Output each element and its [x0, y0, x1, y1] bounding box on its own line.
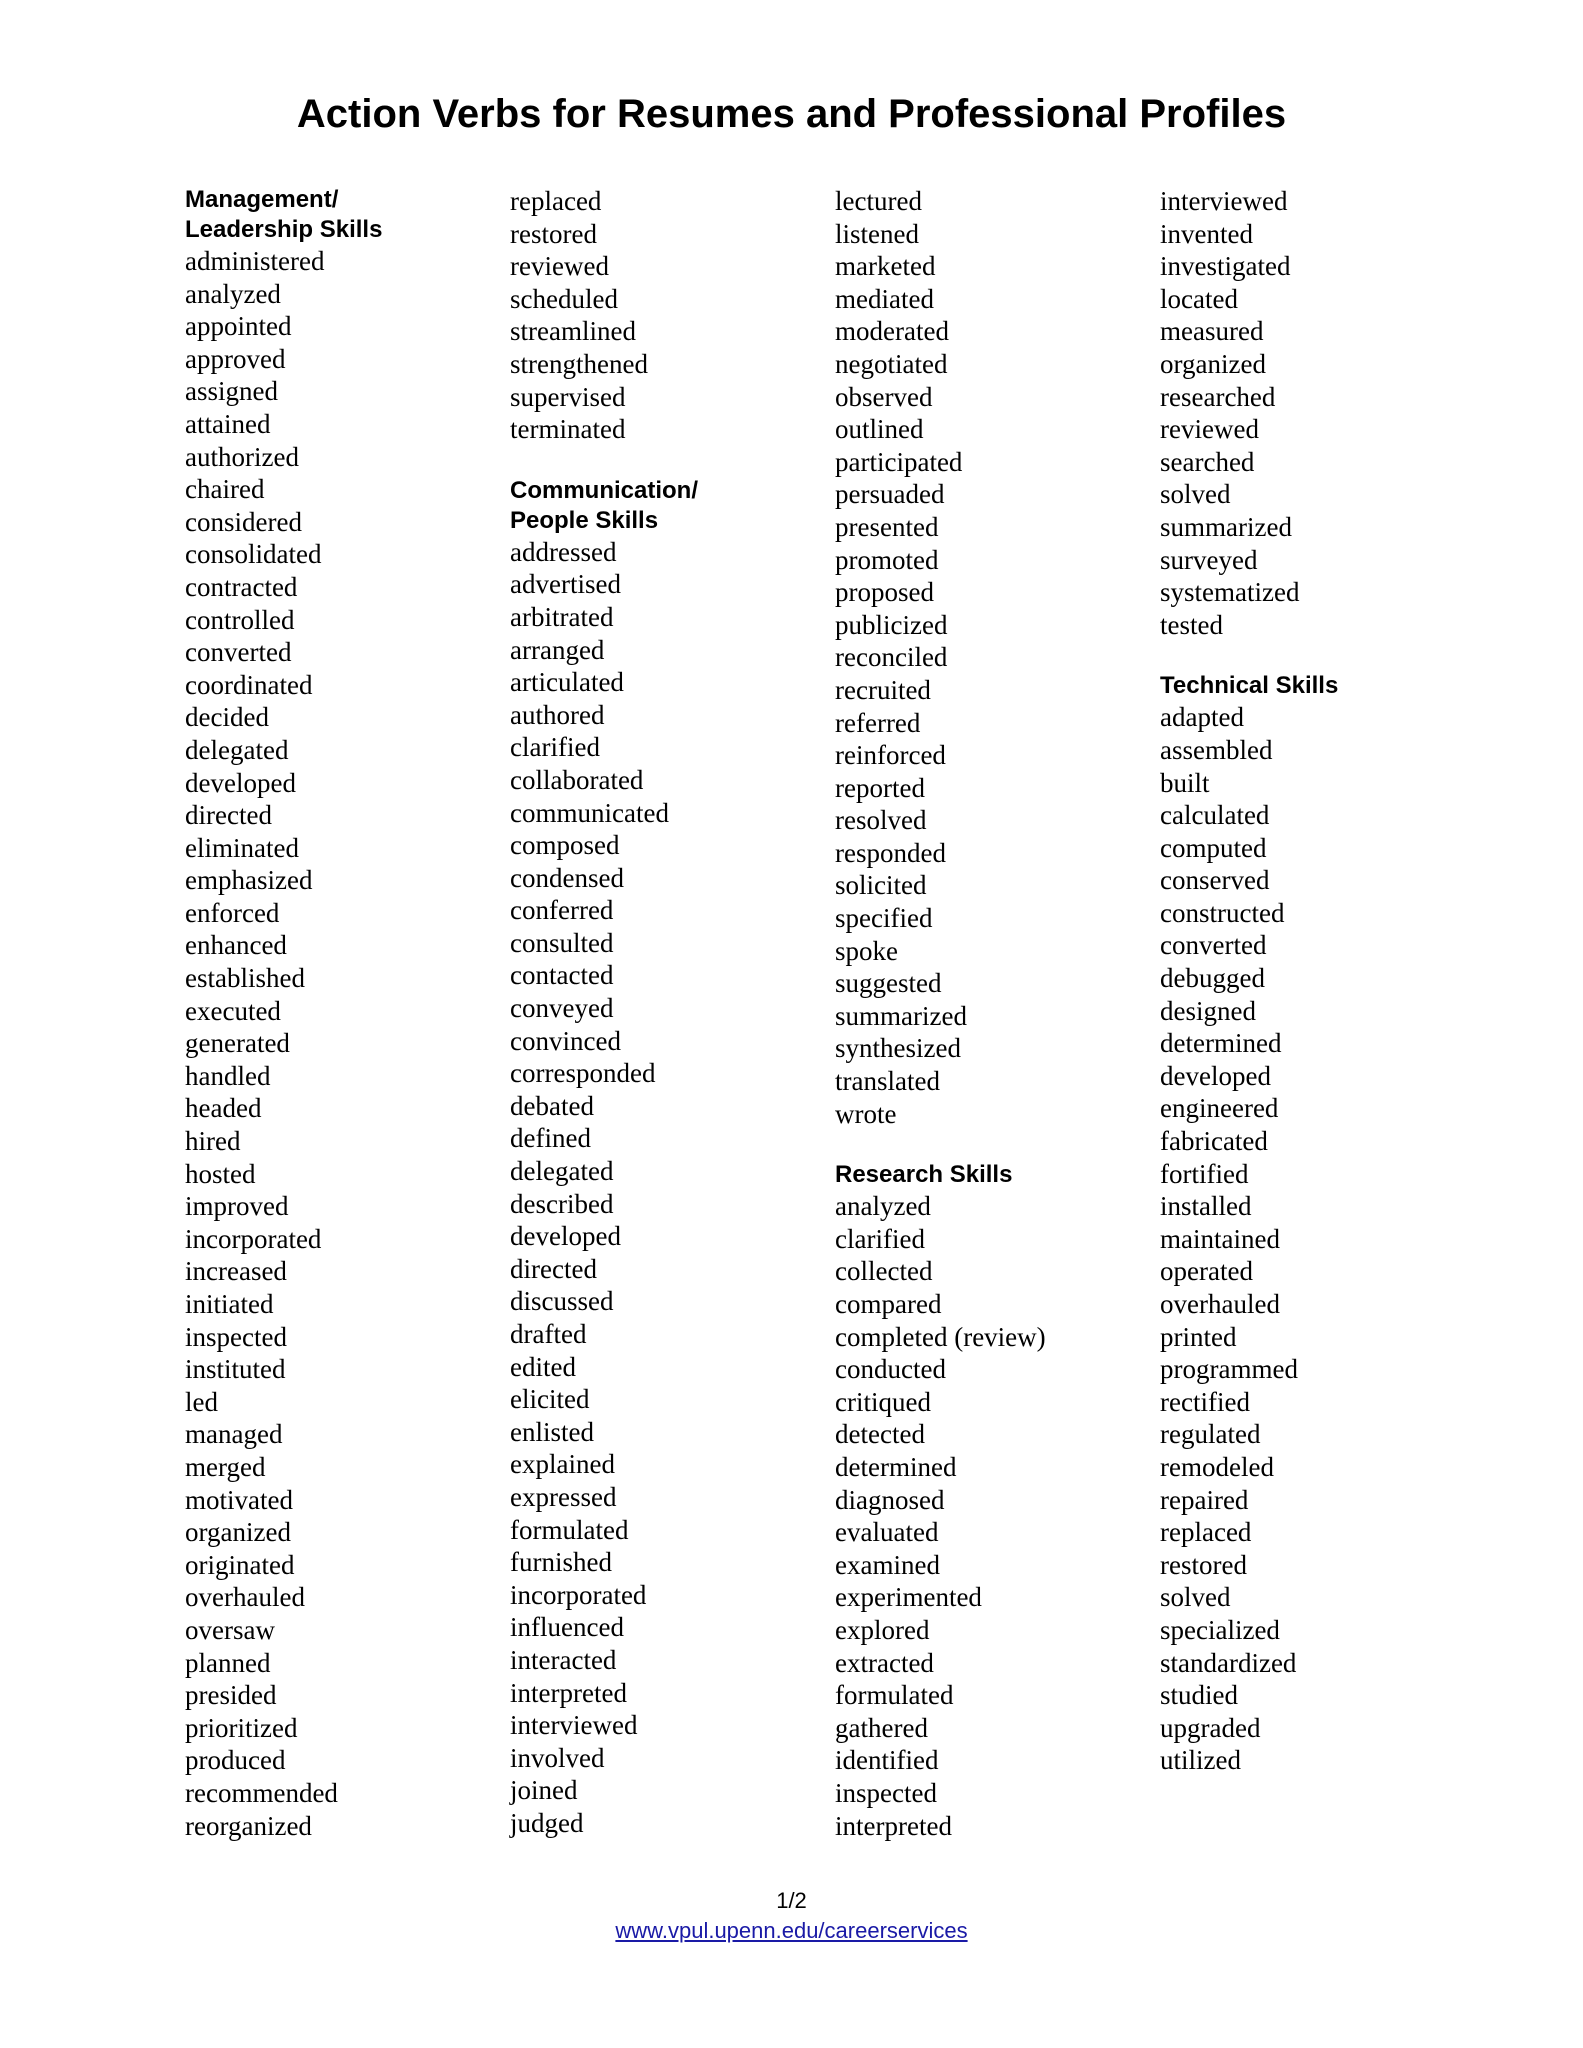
- verb-item: delegated: [510, 1156, 614, 1187]
- verb-item: debated: [510, 1090, 594, 1121]
- verb-item: interacted: [510, 1644, 617, 1675]
- verb-item: determined: [835, 1451, 957, 1482]
- verb-item: strengthened: [510, 348, 648, 379]
- verb-item: tested: [1160, 609, 1223, 640]
- verb-item: expressed: [510, 1481, 617, 1512]
- verb-item: terminated: [510, 414, 626, 445]
- verb-item: oversaw: [185, 1614, 275, 1645]
- verb-item: restored: [1160, 1549, 1247, 1580]
- verb-item: consulted: [510, 927, 614, 958]
- verb-item: furnished: [510, 1547, 612, 1578]
- verb-item: formulated: [510, 1514, 629, 1545]
- verb-item: converted: [185, 637, 292, 668]
- verb-item: decided: [185, 702, 269, 733]
- verb-item: advertised: [510, 569, 621, 600]
- verb-item: summarized: [835, 1000, 967, 1031]
- verb-item: communicated: [510, 797, 669, 828]
- verb-item: drafted: [510, 1319, 587, 1349]
- verb-item: constructed: [1160, 897, 1285, 928]
- verb-item: assembled: [1160, 734, 1273, 765]
- research-verb-list: [835, 1190, 1046, 1842]
- verb-item: debugged: [1160, 963, 1265, 994]
- column-2: [510, 185, 698, 1840]
- verb-item: controlled: [185, 604, 295, 635]
- verb-item: regulated: [1160, 1419, 1261, 1450]
- verb-item: referred: [835, 707, 921, 738]
- verb-item: involved: [510, 1742, 605, 1773]
- verb-item: generated: [185, 1028, 290, 1059]
- verb-item: responded: [835, 837, 946, 868]
- verb-item: built: [1160, 767, 1210, 798]
- verb-item: critiqued: [835, 1386, 931, 1417]
- verb-item: corresponded: [510, 1058, 656, 1089]
- verb-item: summarized: [1160, 511, 1292, 542]
- verb-item: reviewed: [510, 251, 609, 282]
- verb-item: compared: [835, 1289, 942, 1319]
- verb-item: delegated: [185, 734, 289, 765]
- verb-item: installed: [1160, 1191, 1252, 1222]
- verb-item: reviewed: [1160, 414, 1259, 445]
- verb-item: administered: [185, 246, 325, 276]
- verb-item: studied: [1160, 1680, 1238, 1711]
- verb-item: improved: [185, 1191, 289, 1222]
- verb-item: contracted: [185, 571, 298, 602]
- verb-item: synthesized: [835, 1033, 961, 1064]
- verb-item: systematized: [1160, 577, 1300, 608]
- verb-item: remodeled: [1160, 1451, 1274, 1482]
- verb-item: upgraded: [1160, 1712, 1261, 1743]
- management-verb-list: [185, 245, 382, 1842]
- management-heading-line1: Management/: [185, 186, 339, 213]
- verb-item: arbitrated: [510, 601, 614, 632]
- verb-item: contacted: [510, 960, 614, 991]
- management-heading-line2: Leadership Skills: [185, 216, 383, 243]
- verb-item: organized: [1160, 348, 1266, 379]
- verb-item: headed: [185, 1093, 262, 1124]
- verb-item: fortified: [1160, 1158, 1249, 1189]
- verb-item: negotiated: [835, 348, 948, 379]
- verb-item: converted: [1160, 930, 1267, 961]
- verb-item: developed: [510, 1221, 621, 1252]
- verb-item: influenced: [510, 1612, 624, 1643]
- communication-verb-list-continued: [835, 185, 1046, 1130]
- verb-item: conveyed: [510, 993, 614, 1024]
- verb-item: solicited: [835, 870, 927, 901]
- verb-item: presided: [185, 1680, 277, 1711]
- verb-item: rectified: [1160, 1386, 1250, 1417]
- verb-item: reorganized: [185, 1810, 312, 1841]
- verb-item: produced: [185, 1745, 286, 1776]
- verb-item: authorized: [185, 441, 299, 472]
- verb-item: invented: [1160, 218, 1253, 249]
- communication-heading-line1: Communication/: [510, 476, 699, 504]
- verb-item: led: [185, 1386, 218, 1417]
- verb-item: measured: [1160, 316, 1264, 347]
- verb-item: interviewed: [1160, 186, 1288, 216]
- verb-item: moderated: [835, 316, 949, 347]
- verb-item: replaced: [510, 186, 602, 216]
- verb-item: overhauled: [185, 1582, 305, 1613]
- verb-item: coordinated: [185, 669, 313, 700]
- verb-item: directed: [510, 1253, 597, 1284]
- verb-item: emphasized: [185, 865, 313, 896]
- verb-item: interviewed: [510, 1710, 638, 1741]
- verb-item: discussed: [510, 1286, 614, 1317]
- verb-item: identified: [835, 1745, 939, 1776]
- verb-item: marketed: [835, 251, 936, 282]
- career-services-link[interactable]: www.vpul.upenn.edu/careerservices: [615, 1918, 968, 1943]
- verb-item: printed: [1160, 1321, 1237, 1352]
- verb-item: researched: [1160, 381, 1276, 412]
- verb-item: authored: [510, 699, 605, 730]
- verb-item: attained: [185, 408, 271, 439]
- verb-item: explained: [510, 1449, 615, 1480]
- verb-item: wrote: [835, 1098, 897, 1129]
- verb-item: hired: [185, 1126, 241, 1157]
- verb-item: planned: [185, 1647, 271, 1678]
- column-3: [835, 185, 1046, 1842]
- communication-heading-line2: People Skills: [510, 506, 659, 534]
- verb-item: solved: [1160, 479, 1231, 510]
- verb-item: designed: [1160, 995, 1256, 1026]
- verb-item: maintained: [1160, 1223, 1280, 1254]
- verb-item: collaborated: [510, 764, 644, 795]
- verb-item: incorporated: [185, 1223, 322, 1254]
- verb-item: managed: [185, 1419, 283, 1450]
- verb-item: mediated: [835, 283, 934, 314]
- verb-item: enlisted: [510, 1416, 594, 1447]
- verb-item: enforced: [185, 897, 280, 928]
- verb-item: observed: [835, 381, 933, 412]
- verb-item: supervised: [510, 381, 626, 412]
- verb-item: solved: [1160, 1582, 1231, 1613]
- verb-item: outlined: [835, 414, 924, 445]
- technical-heading: Technical Skills: [1160, 672, 1339, 700]
- verb-item: prioritized: [185, 1712, 298, 1743]
- verb-item: located: [1160, 283, 1238, 314]
- verb-item: scheduled: [510, 283, 618, 314]
- verb-item: interpreted: [835, 1810, 952, 1841]
- verb-item: merged: [185, 1451, 266, 1482]
- page-title: Action Verbs for Resumes and Professional Profiles: [296, 92, 1287, 136]
- verb-item: determined: [1160, 1028, 1282, 1059]
- verb-item: joined: [510, 1775, 578, 1806]
- verb-item: described: [510, 1188, 614, 1219]
- verb-item: surveyed: [1160, 544, 1258, 575]
- verb-item: initiated: [185, 1289, 274, 1319]
- verb-item: evaluated: [835, 1517, 939, 1548]
- verb-item: executed: [185, 995, 281, 1026]
- verb-item: eliminated: [185, 832, 299, 863]
- verb-item: recommended: [185, 1777, 338, 1808]
- verb-item: articulated: [510, 667, 624, 698]
- research-heading: Research Skills: [835, 1161, 1013, 1189]
- verb-item: considered: [185, 506, 302, 537]
- verb-item: increased: [185, 1256, 287, 1287]
- verb-item: experimented: [835, 1582, 982, 1613]
- verb-item: originated: [185, 1549, 295, 1580]
- verb-item: spoke: [835, 935, 898, 966]
- verb-item: restored: [510, 218, 597, 249]
- management-verb-list-continued: [510, 185, 698, 446]
- verb-item: calculated: [1160, 800, 1270, 831]
- verb-item: appointed: [185, 311, 292, 342]
- verb-item: incorporated: [510, 1579, 647, 1610]
- verb-item: directed: [185, 800, 272, 831]
- verb-item: inspected: [835, 1777, 937, 1808]
- verb-item: chaired: [185, 474, 265, 505]
- verb-item: established: [185, 963, 305, 994]
- verb-item: translated: [835, 1066, 940, 1097]
- verb-item: fabricated: [1160, 1126, 1268, 1157]
- verb-item: consolidated: [185, 539, 322, 570]
- verb-item: investigated: [1160, 251, 1291, 282]
- verb-item: specified: [835, 903, 933, 934]
- verb-item: repaired: [1160, 1484, 1249, 1515]
- verb-item: clarified: [510, 732, 600, 763]
- verb-item: assigned: [185, 376, 278, 407]
- verb-item: analyzed: [835, 1191, 931, 1222]
- verb-item: resolved: [835, 805, 927, 836]
- verb-item: clarified: [835, 1223, 925, 1254]
- verb-item: motivated: [185, 1484, 293, 1515]
- verb-item: inspected: [185, 1321, 287, 1352]
- verb-item: instituted: [185, 1354, 286, 1385]
- verb-item: publicized: [835, 609, 948, 640]
- verb-item: organized: [185, 1517, 291, 1548]
- column-4: [1160, 185, 1338, 1777]
- verb-item: proposed: [835, 577, 934, 608]
- verb-item: streamlined: [510, 316, 636, 347]
- verb-item: reinforced: [835, 740, 946, 771]
- research-verb-list-continued: [1160, 185, 1338, 641]
- verb-item: handled: [185, 1060, 271, 1091]
- verb-item: conferred: [510, 895, 614, 926]
- verb-item: addressed: [510, 536, 617, 567]
- verb-item: participated: [835, 446, 963, 477]
- verb-item: examined: [835, 1549, 940, 1580]
- verb-item: defined: [510, 1123, 591, 1154]
- verb-item: conducted: [835, 1354, 946, 1385]
- verb-item: replaced: [1160, 1517, 1252, 1548]
- verb-item: judged: [510, 1807, 584, 1838]
- verb-item: operated: [1160, 1256, 1253, 1287]
- verb-item: listened: [835, 218, 919, 249]
- footer-link-container: [0, 1918, 1583, 1944]
- verb-item: extracted: [835, 1647, 934, 1678]
- verb-item: reported: [835, 772, 925, 803]
- verb-item: engineered: [1160, 1093, 1279, 1124]
- verb-item: developed: [1160, 1060, 1271, 1091]
- verb-item: adapted: [1160, 702, 1244, 733]
- verb-item: collected: [835, 1256, 933, 1287]
- verb-item: interpreted: [510, 1677, 627, 1708]
- verb-item: programmed: [1160, 1354, 1298, 1385]
- verb-item: completed (review): [835, 1321, 1046, 1352]
- verb-item: gathered: [835, 1712, 928, 1743]
- verb-item: reconciled: [835, 642, 948, 673]
- page-number: 1/2: [776, 1888, 807, 1913]
- verb-item: arranged: [510, 634, 605, 665]
- verb-item: recruited: [835, 674, 931, 705]
- communication-verb-list: [510, 536, 698, 1840]
- verb-item: composed: [510, 830, 620, 861]
- verb-item: analyzed: [185, 278, 281, 309]
- verb-item: convinced: [510, 1025, 621, 1056]
- verb-item: condensed: [510, 862, 624, 893]
- technical-verb-list: [1160, 701, 1338, 1777]
- verb-item: persuaded: [835, 479, 945, 510]
- verb-item: hosted: [185, 1158, 256, 1189]
- column-1: [185, 185, 382, 1842]
- verb-item: approved: [185, 343, 286, 374]
- verb-item: explored: [835, 1614, 930, 1645]
- verb-item: utilized: [1160, 1745, 1241, 1776]
- verb-item: specialized: [1160, 1614, 1280, 1645]
- verb-item: standardized: [1160, 1647, 1297, 1678]
- verb-item: computed: [1160, 832, 1267, 863]
- verb-item: developed: [185, 767, 296, 798]
- verb-item: detected: [835, 1419, 925, 1450]
- verb-item: elicited: [510, 1384, 590, 1415]
- verb-item: edited: [510, 1351, 576, 1382]
- verb-item: promoted: [835, 544, 939, 575]
- verb-item: overhauled: [1160, 1289, 1280, 1319]
- verb-item: conserved: [1160, 865, 1270, 896]
- verb-item: enhanced: [185, 930, 287, 961]
- verb-item: presented: [835, 511, 939, 542]
- verb-item: suggested: [835, 968, 942, 999]
- verb-item: diagnosed: [835, 1484, 945, 1515]
- verb-item: formulated: [835, 1680, 954, 1711]
- verb-item: lectured: [835, 186, 922, 216]
- verb-item: searched: [1160, 446, 1255, 477]
